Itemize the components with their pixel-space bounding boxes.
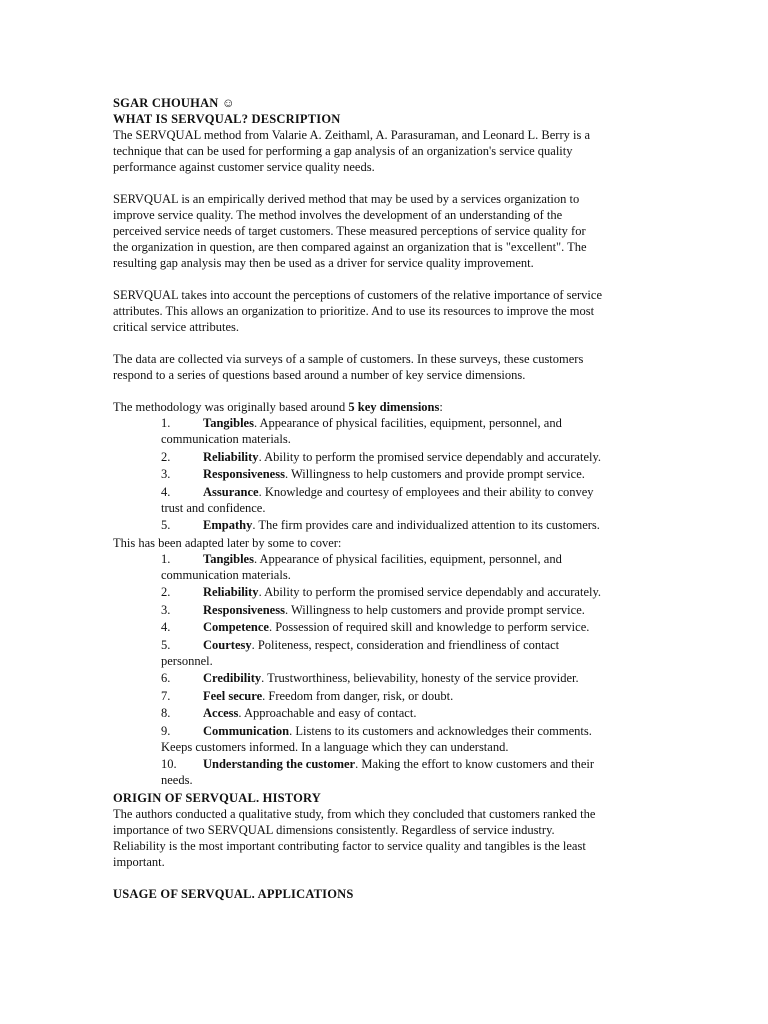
list-five-dimensions (113, 415, 661, 533)
list-item: 8. Access. Approachable and easy of contact. (161, 706, 417, 720)
document-page (113, 95, 661, 902)
heading-origin: ORIGIN OF SERVQUAL. HISTORY (113, 790, 322, 805)
paragraph-data-collection: The data are collected via surveys of a sample of customers. In these surveys, these customers respond to a series of questions based around a number of key service dimensions. (113, 352, 584, 382)
list-item: 7. Feel secure. Freedom from danger, risk, or doubt. (161, 688, 454, 703)
paragraph-intro: The SERVQUAL method from Valarie A. Zeithaml, A. Parasuraman, and Leonard L. Berry is a technique that can be used for performing a gap analysis of an organization's service quality performance against customer service quality needs. (113, 128, 591, 174)
list-ten-dimensions (113, 551, 661, 789)
heading-usage: USAGE OF SERVQUAL. APPLICATIONS (113, 886, 354, 901)
adapted-line: This has been adapted later by some to cover: (113, 535, 342, 550)
author-line: SGAR CHOUHAN ☺ (113, 96, 235, 110)
list-item: 4. Assurance. Knowledge and courtesy of employees and their ability to convey trust and confidence. (161, 484, 594, 515)
list-item: 2. Reliability. Ability to perform the promised service dependably and accurately. (161, 585, 602, 599)
list-item: 3. Responsiveness. Willingness to help customers and provide prompt service. (161, 602, 585, 617)
paragraph-method: SERVQUAL is an empirically derived method that may be used by a services organization to improve service quality. The method involves the development of an understanding of the perceived service needs of target customers. These measured perceptions of service quality for the organization in question, are then compared against an organization that is "excellent". The resulting gap analysis may then be used as a driver for service quality improvement. (113, 192, 587, 270)
list-item: 5. Courtesy. Politeness, respect, consideration and friendliness of contact personnel. (161, 637, 560, 668)
list-item: 6. Credibility. Trustworthiness, believability, honesty of the service provider. (161, 671, 579, 685)
list-item: 5. Empathy. The firm provides care and individualized attention to its customers. (161, 518, 600, 532)
list-item: 3. Responsiveness. Willingness to help customers and provide prompt service. (161, 467, 585, 481)
paragraph-origin: The authors conducted a qualitative study, from which they concluded that customers ranked the importance of two SERVQUAL dimensions consistently. Regardless of service industry. Reliability is the most important contributing factor to service quality and tangibles is the least important. (113, 806, 596, 869)
list-item: 1. Tangibles. Appearance of physical facilities, equipment, personnel, and communication materials. (161, 416, 562, 446)
methodology-intro: The methodology was originally based around 5 key dimensions: (113, 400, 443, 414)
list-item: 2. Reliability. Ability to perform the promised service dependably and accurately. (161, 449, 602, 464)
list-item: 4. Competence. Possession of required skill and knowledge to perform service. (161, 620, 590, 634)
list-item: 10. Understanding the customer. Making the effort to know customers and their needs. (161, 757, 595, 787)
list-item: 1. Tangibles. Appearance of physical facilities, equipment, personnel, and communication materials. (161, 551, 562, 582)
list-item: 9. Communication. Listens to its customers and acknowledges their comments. Keeps customers informed. In a language which they can understand. (161, 723, 592, 754)
heading-what-is-servqual: WHAT IS SERVQUAL? DESCRIPTION (113, 112, 341, 126)
paragraph-perceptions: SERVQUAL takes into account the perceptions of customers of the relative importance of service attributes. This allows an organization to prioritize. And to use its resources to improve the most critical service attributes. (113, 288, 603, 334)
